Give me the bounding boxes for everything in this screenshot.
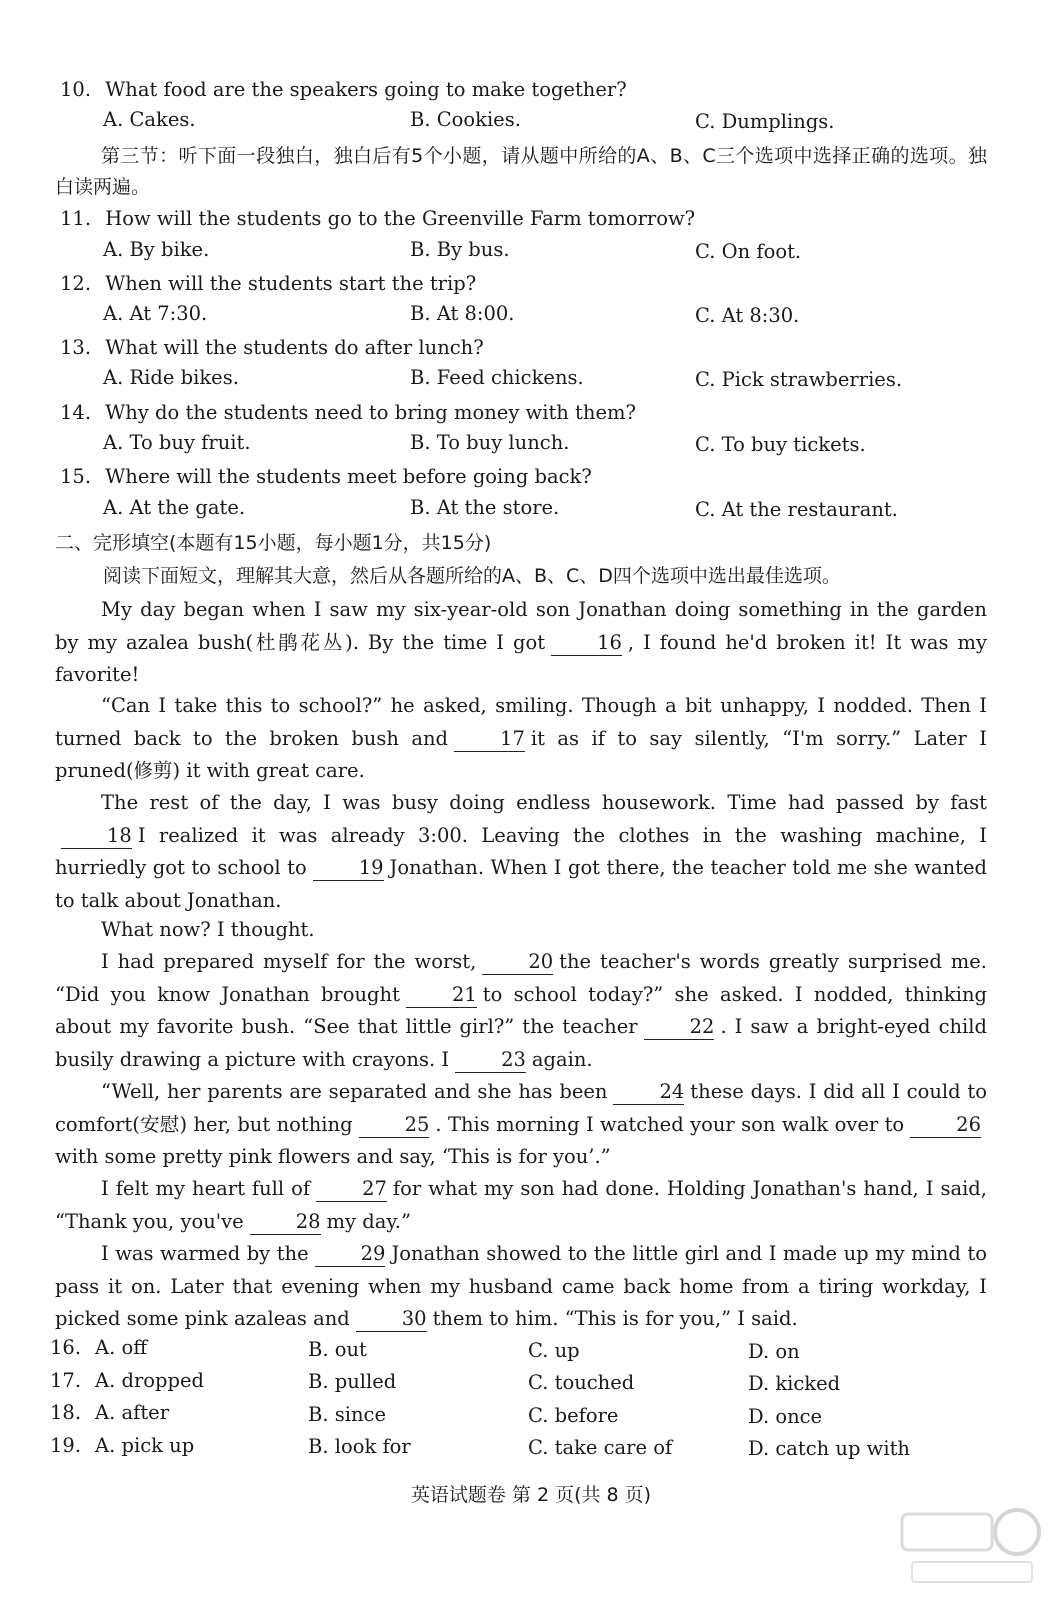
blank-30: 30 <box>356 1307 427 1332</box>
part-2-instructions: 阅读下面短文，理解其大意，然后从各题所给的A、B、C、D四个选项中选出最佳选项。 <box>103 565 841 587</box>
passage-text: these days. I did all I could to comfort(安慰) her, but nothing <box>55 1080 987 1136</box>
option-d: D. on <box>748 1340 800 1363</box>
passage-paragraph-2 <box>55 690 987 788</box>
part-2-title: 二、完形填空(本题有15小题，每小题1分，共15分) <box>55 532 492 554</box>
passage-paragraph-4: What now? I thought. <box>101 918 315 941</box>
option-b: B. out <box>308 1338 367 1361</box>
option-c: C. At 8:30. <box>695 304 800 327</box>
passage-paragraph-6 <box>55 1076 987 1174</box>
option-b: B. since <box>308 1403 386 1426</box>
passage-text: I realized it was already 3:00. Leaving the clothes in the washing machine, I hurriedly got to school to <box>55 823 987 879</box>
cloze-number-17: 17. <box>50 1369 82 1392</box>
option-c: C. touched <box>528 1371 635 1394</box>
option-a: A. At 7:30. <box>103 302 208 325</box>
passage-paragraph-1 <box>55 594 987 692</box>
blank-17: 17 <box>454 727 525 752</box>
blank-24: 24 <box>613 1080 684 1105</box>
option-c: C. up <box>528 1339 580 1362</box>
blank-16: 16 <box>551 631 622 656</box>
blank-18: 18 <box>61 824 132 849</box>
option-c: C. before <box>528 1404 619 1427</box>
page-footer: 英语试题卷 第 2 页(共 8 页) <box>410 1484 652 1506</box>
blank-26: 26 <box>910 1113 981 1138</box>
question-text: What food are the speakers going to make together? <box>105 78 627 101</box>
question-15 <box>60 463 592 491</box>
question-number: 10. <box>60 78 92 101</box>
passage-text: again. <box>531 1047 593 1071</box>
option-a: A. after <box>95 1401 170 1424</box>
passage-text: I had prepared myself for the worst, <box>101 950 477 973</box>
blank-29: 29 <box>315 1242 386 1267</box>
option-a: A. pick up <box>95 1434 195 1457</box>
passage-text: I felt my heart full of <box>101 1177 311 1200</box>
watermark-logo <box>892 1500 1042 1590</box>
passage-text: My day began when I saw my six-year-old son Jonathan doing something in the garden by my azalea bush(杜鹃花丛). By the time I got <box>55 598 987 654</box>
question-number: 14. <box>60 401 92 424</box>
question-11 <box>60 205 695 233</box>
passage-paragraph-3 <box>55 787 987 917</box>
option-b: B. At 8:00. <box>410 302 515 325</box>
passage-text: I was warmed by the <box>101 1242 309 1265</box>
cloze-number-16: 16. <box>50 1336 82 1359</box>
option-a: A. At the gate. <box>103 496 246 519</box>
option-c: C. Pick strawberries. <box>695 368 903 391</box>
option-a: A. Ride bikes. <box>103 366 239 389</box>
option-b: B. look for <box>308 1435 411 1458</box>
option-b: B. At the store. <box>410 496 560 519</box>
passage-text: Jonathan. When I got there, the teacher told me she wanted to talk about Jonathan. <box>55 856 987 912</box>
question-number: 13. <box>60 336 92 359</box>
question-text: When will the students start the trip? <box>105 272 477 295</box>
question-number: 15. <box>60 465 92 488</box>
blank-22: 22 <box>644 1015 715 1040</box>
option-b: B. Feed chickens. <box>410 366 584 389</box>
option-a: A. Cakes. <box>103 108 196 131</box>
section-3-instructions: 第三节：听下面一段独白，独白后有5个小题，请从题中所给的A、B、C三个选项中选择正确的选项。独白读两遍。 <box>55 145 987 198</box>
option-c: C. At the restaurant. <box>695 498 898 521</box>
cloze-number-18: 18. <box>50 1401 82 1424</box>
option-c: C. On foot. <box>695 240 802 263</box>
option-d: D. kicked <box>748 1372 841 1395</box>
option-a: A. To buy fruit. <box>103 431 251 454</box>
question-10 <box>60 76 627 104</box>
option-b: B. To buy lunch. <box>410 431 570 454</box>
question-14 <box>60 399 636 427</box>
blank-21: 21 <box>406 983 477 1008</box>
option-b: B. By bus. <box>410 238 510 261</box>
passage-text: it as if to say silently, “I'm sorry.” Later I pruned(修剪) it with great care. <box>55 726 987 782</box>
question-number: 11. <box>60 207 92 230</box>
option-a: A. dropped <box>95 1369 205 1392</box>
question-13 <box>60 334 484 362</box>
blank-27: 27 <box>316 1177 387 1202</box>
passage-text: with some pretty pink flowers and say, ‘This is for you’.” <box>55 1145 611 1168</box>
passage-text: Jonathan showed to the little girl and I made up my mind to pass it on. Later that evening when my husband came back home from a tiring workday, I picked some pink azaleas and <box>55 1242 987 1330</box>
question-text: Where will the students meet before going back? <box>105 465 592 488</box>
option-b: B. pulled <box>308 1370 397 1393</box>
option-c: C. take care of <box>528 1436 673 1459</box>
passage-text: . I saw a bright-eyed child busily drawing a picture with crayons. I <box>55 1015 987 1071</box>
passage-paragraph-7 <box>55 1173 987 1238</box>
option-c: C. Dumplings. <box>695 110 835 133</box>
passage-text: my day.” <box>326 1209 411 1233</box>
blank-25: 25 <box>359 1113 430 1138</box>
option-d: D. once <box>748 1405 823 1428</box>
passage-text: the teacher's words greatly surprised me. “Did you know Jonathan brought <box>55 950 987 1006</box>
option-a: A. By bike. <box>103 238 210 261</box>
blank-23: 23 <box>455 1048 526 1073</box>
passage-text: them to him. “This is for you,” I said. <box>432 1307 798 1330</box>
option-c: C. To buy tickets. <box>695 433 866 456</box>
question-text: Why do the students need to bring money with them? <box>105 401 636 424</box>
passage-text: “Well, her parents are separated and she has been <box>101 1080 608 1103</box>
question-text: How will the students go to the Greenville Farm tomorrow? <box>105 207 696 230</box>
option-a: A. off <box>95 1336 148 1359</box>
passage-text: “Can I take this to school?” he asked, smiling. Though a bit unhappy, I nodded. Then I turned back to the broken bush and <box>55 694 987 750</box>
passage-paragraph-5 <box>55 946 987 1076</box>
watermark-icon <box>892 1500 1042 1590</box>
question-number: 12. <box>60 272 92 295</box>
blank-28: 28 <box>250 1210 321 1235</box>
blank-20: 20 <box>482 950 553 975</box>
blank-19: 19 <box>313 856 384 881</box>
passage-text: The rest of the day, I was busy doing endless housework. Time had passed by fast <box>101 791 987 814</box>
cloze-number-19: 19. <box>50 1434 82 1457</box>
passage-paragraph-8 <box>55 1238 987 1336</box>
passage-text: to school today?” she asked. I nodded, thinking about my favorite bush. “See that little girl?” the teacher <box>55 982 987 1038</box>
passage-text: . This morning I watched your son walk over to <box>435 1112 905 1136</box>
passage-text: , I found he'd broken it! It was my favorite! <box>55 630 987 686</box>
question-text: What will the students do after lunch? <box>105 336 484 359</box>
question-12 <box>60 270 476 298</box>
option-d: D. catch up with <box>748 1437 910 1460</box>
passage-text: for what my son had done. Holding Jonathan's hand, I said, “Thank you, you've <box>55 1177 987 1233</box>
option-b: B. Cookies. <box>410 108 521 131</box>
